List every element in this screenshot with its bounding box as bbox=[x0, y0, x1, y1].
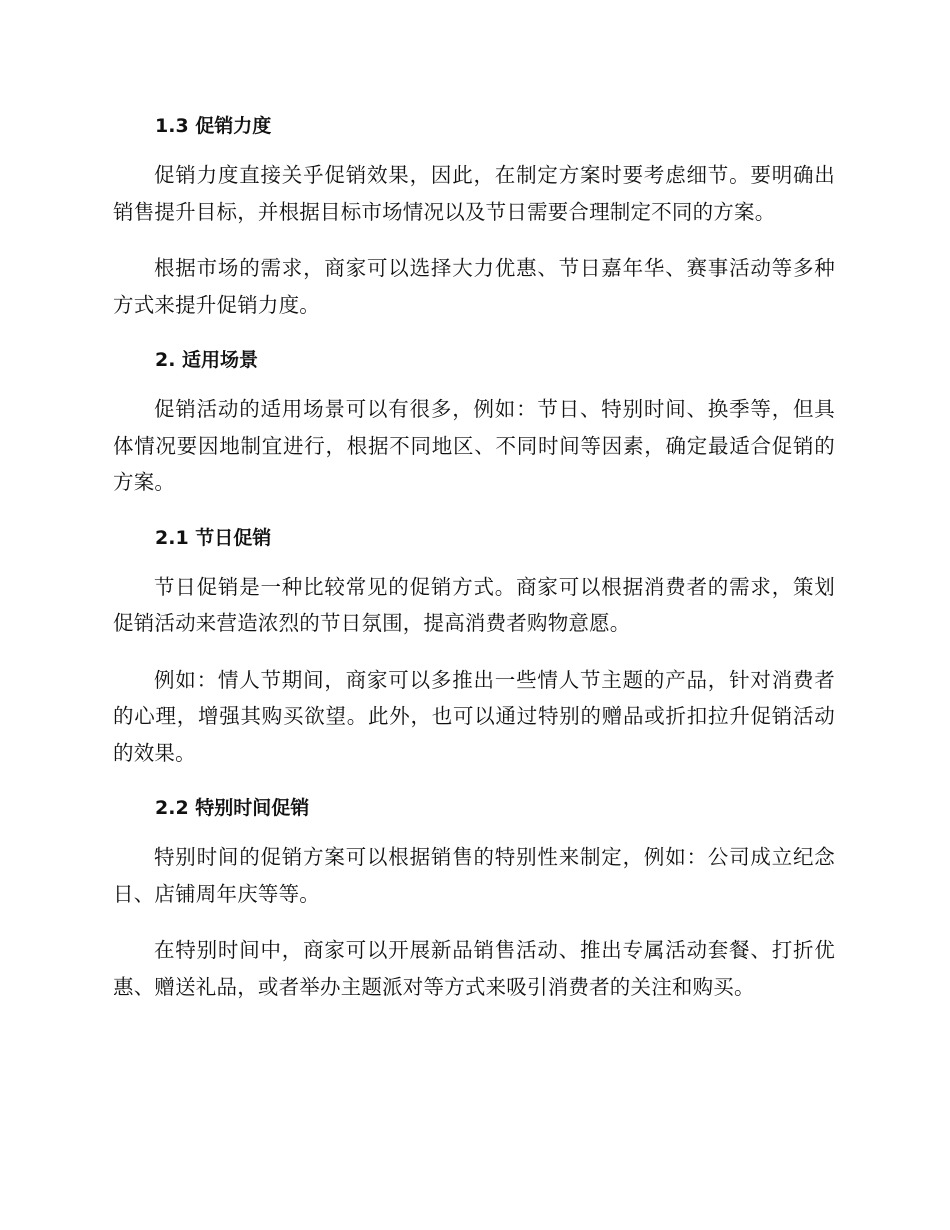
section-heading-1-3: 1.3 促销力度 bbox=[155, 115, 272, 137]
paragraph: 在特别时间中，商家可以开展新品销售活动、推出专属活动套餐、打折优惠、赠送礼品，或者举办主题派对等方式来吸引消费者的关注和购买。 bbox=[113, 938, 835, 999]
section-heading-2: 2. 适用场景 bbox=[155, 349, 259, 371]
section-heading-2-2: 2.2 特别时间促销 bbox=[155, 797, 310, 819]
paragraph: 例如：情人节期间，商家可以多推出一些情人节主题的产品，针对消费者的心理，增强其购买欲望。此外，也可以通过特别的赠品或折扣拉升促销活动的效果。 bbox=[113, 667, 835, 765]
paragraph: 节日促销是一种比较常见的促销方式。商家可以根据消费者的需求，策划促销活动来营造浓烈的节日氛围，提高消费者购物意愿。 bbox=[113, 574, 835, 635]
document-body bbox=[113, 108, 835, 1005]
paragraph: 根据市场的需求，商家可以选择大力优惠、节日嘉年华、赛事活动等多种方式来提升促销力度。 bbox=[113, 256, 835, 317]
paragraph: 特别时间的促销方案可以根据销售的特别性来制定，例如：公司成立纪念日、店铺周年庆等等。 bbox=[113, 845, 835, 906]
section-heading-2-1: 2.1 节日促销 bbox=[155, 526, 272, 549]
paragraph: 促销活动的适用场景可以有很多，例如：节日、特别时间、换季等，但具体情况要因地制宜进行，根据不同地区、不同时间等因素，确定最适合促销的方案。 bbox=[113, 397, 835, 494]
paragraph: 促销力度直接关乎促销效果，因此，在制定方案时要考虑细节。要明确出销售提升目标，并根据目标市场情况以及节日需要合理制定不同的方案。 bbox=[113, 163, 835, 224]
